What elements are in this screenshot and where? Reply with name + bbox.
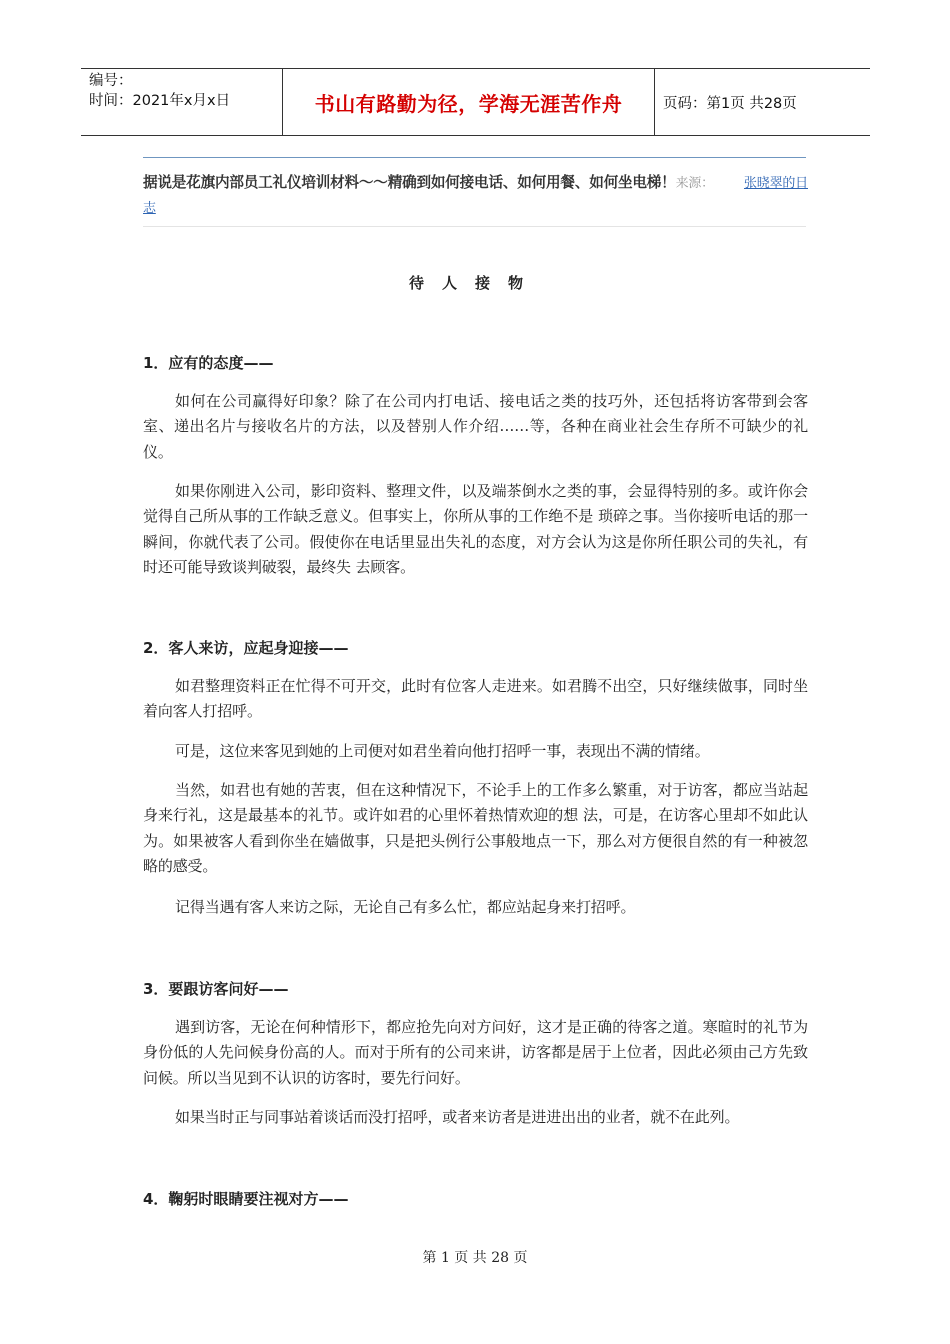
serial-label: 编号： bbox=[89, 73, 133, 89]
paragraph: 可是，这位来客见到她的上司便对如君坐着向他打招呼一事，表现出不满的情绪。 bbox=[175, 742, 710, 760]
paragraph: 如君整理资料正在忙得不可开交，此时有位客人走进来。如君腾不出空，只好继续做事，同时坐着向客人打招呼。 bbox=[143, 677, 808, 721]
article-title-text: 据说是花旗内部员工礼仪培训材料～～精确到如何接电话、如何用餐、如何坐电梯！ bbox=[143, 174, 676, 191]
paragraph: 当然，如君也有她的苦衷，但在这种情况下，不论手上的工作多么繁重，对于访客，都应当站起身来行礼，这是最基本的礼节。或许如君的心里怀着热情欢迎的想 法，可是，在访客心里却不如此认为。如果被客人看到你坐在嫱做事，只是把头例行公事般地点一下，那么对方便很自然的有一种被忽略的感受。 bbox=[143, 781, 808, 875]
paragraph: 如果当时正与同事站着谈话而没打招呼，或者来访者是进进出出的业者，就不在此列。 bbox=[175, 1108, 740, 1126]
date-line: 时间：2021年x月x日 bbox=[89, 93, 231, 109]
gray-divider bbox=[143, 226, 806, 227]
page-info: 页码：第1页 共28页 bbox=[663, 95, 797, 112]
article-title bbox=[143, 171, 813, 221]
page-footer: 第 1 页 共 28 页 bbox=[422, 1250, 528, 1266]
source-link[interactable]: 张晓翠的日志 bbox=[143, 176, 808, 216]
source-label: 来源： bbox=[675, 176, 714, 191]
section-heading-3: 3．要跟访客问好—— bbox=[143, 980, 289, 998]
paragraph: 遇到访客，无论在何种情形下，都应抢先向对方问好，这才是正确的待客之道。寒暄时的礼节为身份低的人先问候身份高的人。而对于所有的公司来讲，访客都是居于上位者，因此必须由己方先致问候。所以当见到不认识的访客时，要先行问好。 bbox=[143, 1018, 808, 1087]
section-heading-1: 1．应有的态度—— bbox=[143, 354, 274, 372]
section-heading-4: 4．鞠躬时眼睛要注视对方—— bbox=[143, 1190, 349, 1208]
header-left-cell bbox=[81, 69, 282, 135]
blue-divider bbox=[143, 157, 806, 158]
header-page-cell bbox=[655, 69, 870, 135]
motto: 书山有路勤为径，学海无涯苦作舟 bbox=[314, 91, 623, 116]
header-motto-cell bbox=[282, 69, 655, 135]
paragraph: 记得当遇有客人来访之际，无论自己有多么忙，都应站起身来打招呼。 bbox=[175, 898, 636, 916]
paragraph: 如果你刚进入公司，影印资料、整理文件，以及端茶倒水之类的事，会显得特别的多。或许你会觉得自己所从事的工作缺乏意义。但事实上，你所从事的工作绝不是 琐碎之事。当你接听电话的那一瞬间，你就代表了公司。假使你在电话里显出失礼的态度，对方会认为这是你所任职公司的失礼，有时还可能导致谈判破裂，最终失 去顾客。 bbox=[143, 482, 808, 576]
section-heading-2: 2．客人来访，应起身迎接—— bbox=[143, 639, 349, 657]
paragraph: 如何在公司赢得好印象？除了在公司内打电话、接电话之类的技巧外，还包括将访客带到会客室、递出名片与接收名片的方法，以及替别人作介绍……等，各种在商业社会生存所不可缺少的礼仪。 bbox=[143, 392, 808, 461]
header-table bbox=[81, 68, 870, 136]
doc-title: 待人接物 bbox=[408, 274, 541, 292]
